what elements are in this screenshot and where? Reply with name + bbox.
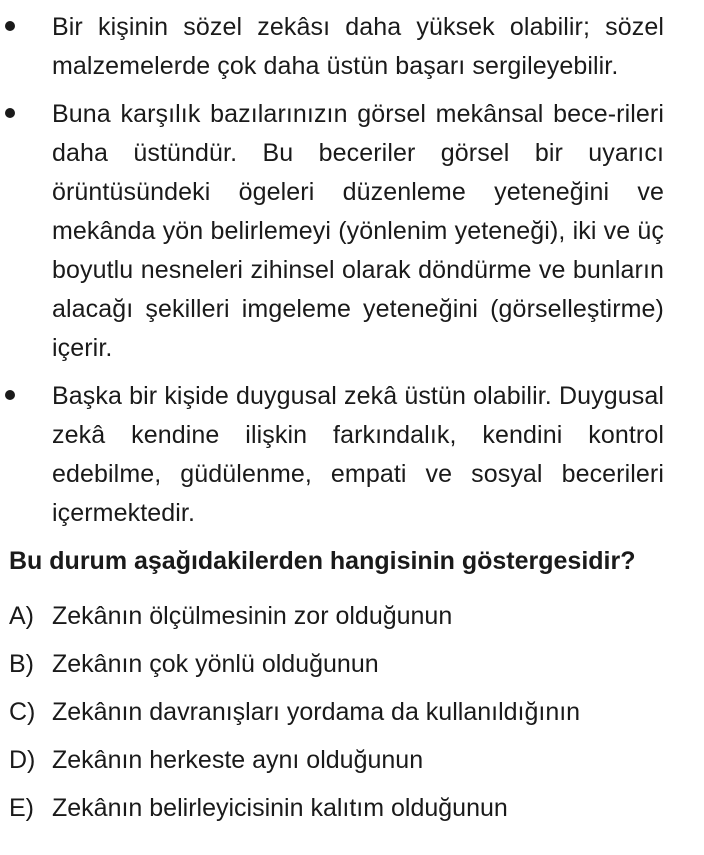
question-stem: Bu durum aşağıdakilerden hangisinin göstergesidir? — [9, 547, 636, 575]
option-text: Zekânın ölçülmesinin zor olduğunun — [52, 602, 453, 630]
statement-item — [0, 377, 704, 533]
answer-options — [9, 598, 580, 838]
option-c[interactable] — [9, 694, 580, 742]
option-text: Zekânın herkeste aynı olduğunun — [52, 746, 424, 774]
option-text: Zekânın çok yönlü olduğunun — [52, 650, 379, 678]
option-b[interactable] — [9, 646, 580, 694]
bullet-icon — [5, 390, 15, 400]
option-letter: E) — [9, 794, 34, 822]
bullet-icon — [5, 108, 15, 118]
option-d[interactable] — [9, 742, 580, 790]
option-e[interactable] — [9, 790, 580, 838]
option-text: Zekânın belirleyicisinin kalıtım olduğunun — [52, 794, 508, 822]
statement-text: Başka bir kişide duygusal zekâ üstün olabilir. Duygusal zekâ kendine ilişkin farkındalık, kendini kontrol edebilme, güdülenme, empati ve sosyal becerileri içermektedir. — [52, 382, 664, 527]
statement-item — [0, 8, 704, 86]
option-letter: D) — [9, 746, 36, 774]
statement-list — [0, 8, 704, 542]
option-letter: B) — [9, 650, 34, 678]
option-letter: A) — [9, 602, 34, 630]
statement-text: Buna karşılık bazılarınızın görsel mekânsal bece-rileri daha üstündür. Bu beceriler görsel bir uyarıcı örüntüsündeki ögeleri düzenleme yeteneğini ve mekânda yön belirlemeyi (yönlenim yeteneği), iki ve üç boyutlu nesneleri zihinsel olarak döndürme ve bunların alacağı şekilleri imgeleme yeteneğini (görselleştirme) içerir. — [52, 100, 664, 362]
statement-item — [0, 95, 704, 368]
bullet-icon — [5, 21, 15, 31]
statement-text: Bir kişinin sözel zekâsı daha yüksek olabilir; sözel malzemelerde çok daha üstün başarı sergileyebilir. — [52, 13, 664, 80]
option-text: Zekânın davranışları yordama da kullanıldığının — [52, 698, 581, 726]
option-a[interactable] — [9, 598, 580, 646]
option-letter: C) — [9, 698, 36, 726]
